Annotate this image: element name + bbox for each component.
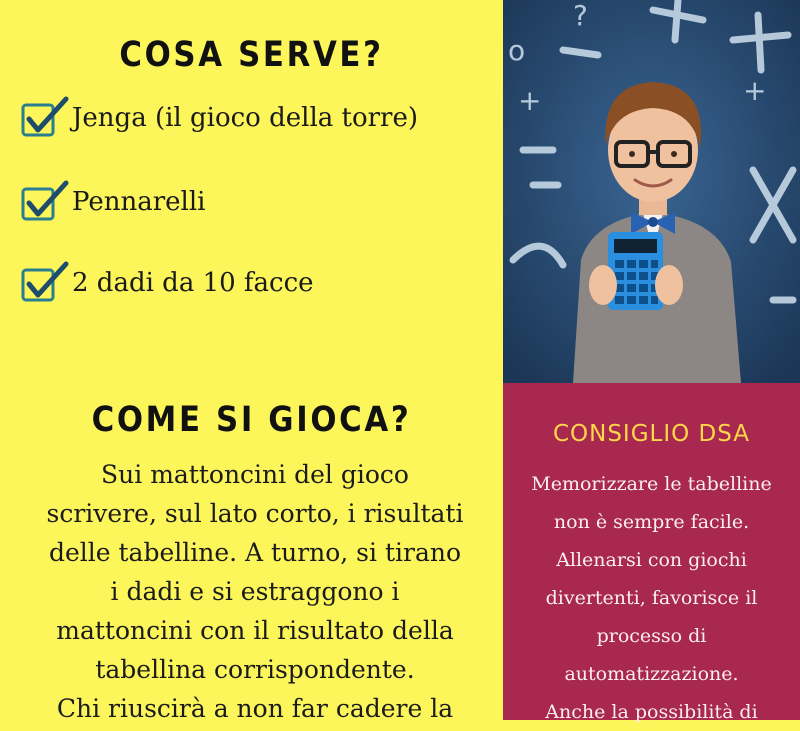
instructions-line: tabellina corrispondente. xyxy=(95,655,415,684)
child-with-calculator-photo xyxy=(503,0,800,383)
instructions-paragraph xyxy=(25,455,485,728)
heading-how-to-play: COME SI GIOCA? xyxy=(91,400,412,440)
checklist-item-label: 2 dadi da 10 facce xyxy=(72,268,314,298)
tip-line: divertenti, favorisce il xyxy=(545,587,758,609)
instructions-line: i dadi e si estraggono i xyxy=(110,577,400,606)
heading-what-needed: COSA SERVE? xyxy=(119,35,384,75)
tip-line: processo di xyxy=(596,625,707,647)
instructions-line: delle tabelline. A turno, si tirano xyxy=(48,538,462,567)
instructions-line: Chi riuscirà a non far cadere la xyxy=(56,694,454,723)
svg-text:?: ? xyxy=(573,0,588,32)
svg-text:+: + xyxy=(518,84,542,117)
checkbox-checked-icon xyxy=(20,95,66,141)
checklist-item-label: Pennarelli xyxy=(72,187,206,217)
instructions-line: mattoncini con il risultato della xyxy=(56,616,454,645)
tip-line: non è sempre facile. xyxy=(553,511,750,533)
tip-panel xyxy=(503,383,800,723)
tip-title: CONSIGLIO DSA xyxy=(552,421,751,447)
checklist-item xyxy=(20,258,314,308)
svg-text:+: + xyxy=(743,74,767,107)
tip-line: Allenarsi con giochi xyxy=(556,549,747,571)
checkbox-checked-icon xyxy=(20,260,66,306)
checkbox-checked-icon xyxy=(20,179,66,225)
checklist-item xyxy=(20,93,418,143)
tip-line: Memorizzare le tabelline xyxy=(531,473,772,495)
tip-line: Anche la possibilità di xyxy=(545,701,758,723)
instructions-line: Sui mattoncini del gioco xyxy=(101,460,409,489)
instructions-line: scrivere, sul lato corto, i risultati xyxy=(46,499,464,528)
checklist-item-label: Jenga (il gioco della torre) xyxy=(72,103,419,133)
tip-line: automatizzazione. xyxy=(564,663,739,685)
svg-text:o: o xyxy=(508,34,526,67)
checklist-item xyxy=(20,177,205,227)
tip-body xyxy=(503,465,800,731)
